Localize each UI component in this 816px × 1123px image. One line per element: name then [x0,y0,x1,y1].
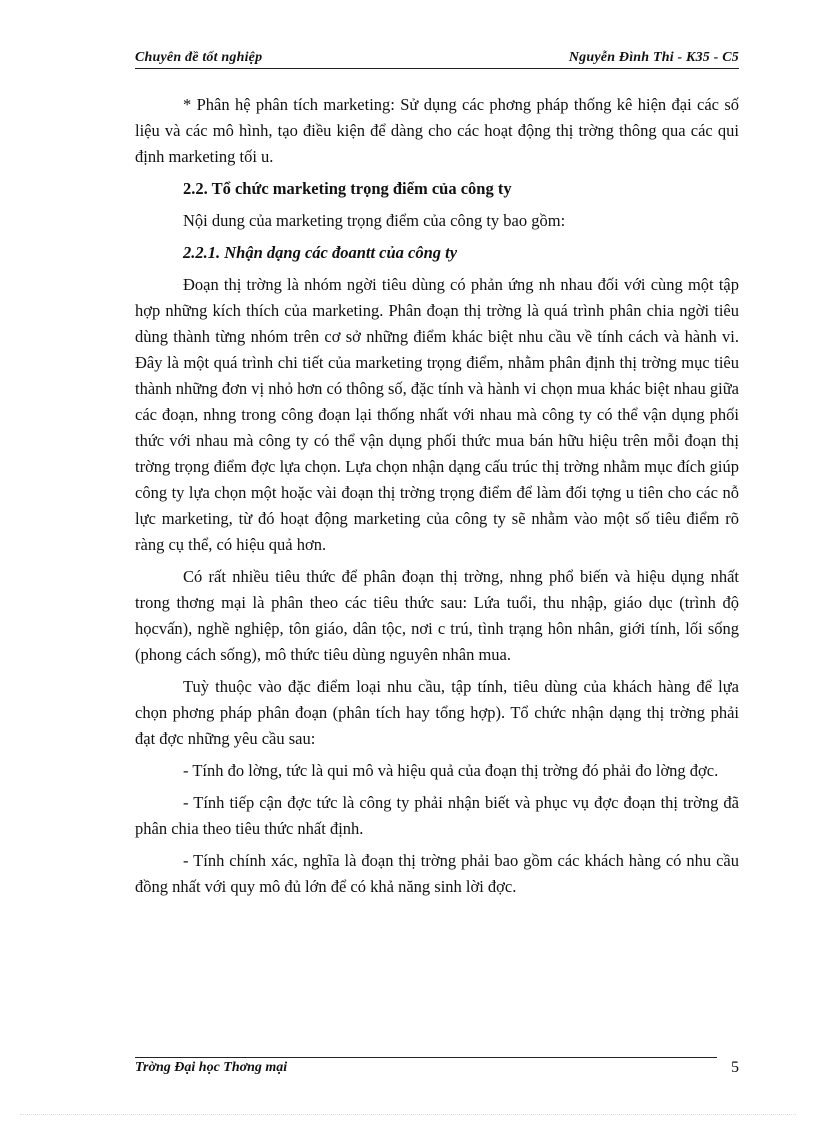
header-author: Nguyễn Đình Thi - K35 - C5 [568,50,739,65]
header-thesis-title: Chuyên đề tốt nghiệp [135,50,263,65]
page-number: 5 [731,1059,739,1076]
paragraph-accessibility: - Tính tiếp cận đợc tức là công ty phải nhận biết và phục vụ đợc đoạn thị trờng đã phân chia theo tiêu thức nhất định. [135,793,739,838]
footer-school: Trờng Đại học Thơng mại [135,1060,288,1075]
document-body [135,92,739,906]
paragraph-marketing-analysis: * Phân hệ phân tích marketing: Sử dụng các phơng pháp thống kê hiện đại các số liệu và các mô hình, tạo điều kiện để dàng cho các hoạt động thị trờng thông qua các qui định marketing tối u. [135,95,739,166]
paragraph-requirements-intro: Tuỳ thuộc vào đặc điểm loại nhu cầu, tập tính, tiêu dùng của khách hàng để lựa chọn phơng pháp phân đoạn (phân tích hay tổng hợp). Tổ chức nhận dạng thị trờng phải đạt đợc những yêu cầu sau: [135,677,739,748]
page-footer [135,1057,739,1081]
page-header [135,50,739,69]
subsection-heading: 2.2.1. Nhận dạng các đoantt của công ty [183,243,458,262]
paragraph-intro: Nội dung của marketing trọng điểm của công ty bao gồm: [183,211,566,230]
paragraph-segment-definition: Đoạn thị trờng là nhóm ngời tiêu dùng có phản ứng nh nhau đối với cùng một tập hợp những kích thích của marketing. Phân đoạn thị trờng là quá trình phân chia ngời tiêu dùng thành từng nhóm trên cơ sở những điểm khác biệt nhu cầu về tính cách và hành vi. Đây là một quá trình chi tiết của marketing trọng điểm, nhằm phân định thị trờng mục tiêu thành những đơn vị nhỏ hơn có thông số, đặc tính và hành vi chọn mua khác biệt nhau giữa các đoạn, nhng trong công đoạn lại thống nhất với nhau mà công ty có thể vận dụng phối thức với nhau mà công ty có thể vận dụng phối thức mua bán hữu hiệu trên mỗi đoạn thị trờng trọng điểm đợc lựa chọn. Lựa chọn nhận dạng cấu trúc thị trờng nhằm mục đích giúp công ty lựa chọn một hoặc vài đoạn thị trờng trọng điểm để làm đối tợng u tiên cho các nỗ lực marketing, từ đó hoạt động marketing của công ty sẽ nhằm vào một số tiêu điểm rõ ràng cụ thể, có hiệu quả hơn. [135,275,739,554]
page-bottom-divider [20,1114,796,1115]
paragraph-accuracy: - Tính chính xác, nghĩa là đoạn thị trờng phải bao gồm các khách hàng có nhu cầu đồng nhất với quy mô đủ lớn để có khả năng sinh lời đợc. [135,851,739,896]
paragraph-segmentation-criteria: Có rất nhiều tiêu thức để phân đoạn thị trờng, nhng phổ biến và hiệu dụng nhất trong thơng mại là phân theo các tiêu thức sau: Lứa tuổi, thu nhập, giáo dục (trình độ họcvấn), nghề nghiệp, tôn giáo, dân tộc, nơi c trú, tình trạng hôn nhân, giới tính, lối sống (phong cách sống), mô thức tiêu dùng nguyên nhân mua. [135,567,739,664]
section-heading: 2.2. Tổ chức marketing trọng điểm của công ty [183,179,512,198]
footer-rule [135,1057,717,1058]
paragraph-measurability: - Tính đo lờng, tức là qui mô và hiệu quả của đoạn thị trờng đó phải đo lờng đợc. [183,761,719,780]
